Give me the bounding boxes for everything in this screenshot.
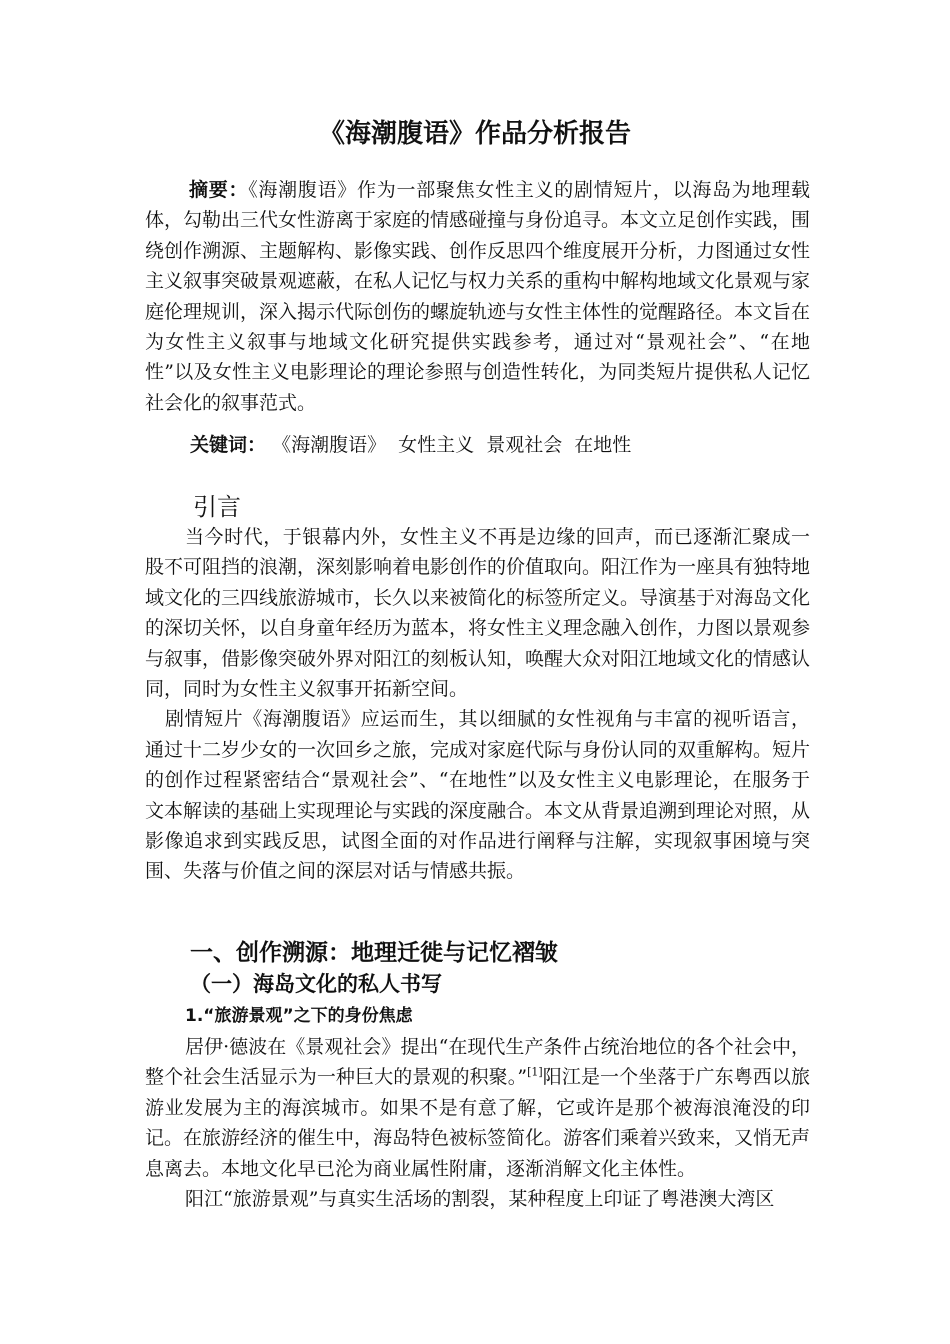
- citation-marker: [1]: [527, 1066, 543, 1080]
- keyword-item: 在地性: [574, 434, 632, 456]
- section1-paragraph-2: 阳江“旅游景观”与真实生活场的割裂，某种程度上印证了粤港澳大湾区: [185, 1188, 775, 1211]
- section1-paragraph-1-start: 居伊·德波在《景观社会》提出“在现代生产条件占统治地位的各个社会中，整个社会生活显示为一种巨大的景观的积聚。”: [145, 1036, 810, 1089]
- abstract-paragraph: [145, 175, 810, 418]
- subsection-heading: （一）海岛文化的私人书写: [190, 972, 442, 996]
- abstract-text: 《海潮腹语》作为一部聚焦女性主义的剧情短片，以海岛为地理载体，勾勒出三代女性游离于家庭的情感碰撞与身份追寻。本文立足创作实践，围绕创作溯源、主题解构、影像实践、创作反思四个维度展开分析，力图通过女性主义叙事突破景观遮蔽，在私人记忆与权力关系的重构中解构地域文化景观与家庭伦理规训，深入揭示代际创伤的螺旋轨迹与女性主体性的觉醒路径。本文旨在为女性主义叙事与地域文化研究提供实践参考，通过对“景观社会”、“在地性”以及女性主义电影理论的理论参照与创造性转化，为同类短片提供私人记忆社会化的叙事范式。: [145, 179, 811, 414]
- intro-heading: 引言: [193, 493, 241, 521]
- intro-block: [145, 522, 810, 887]
- subsubsection-heading: 1.“旅游景观”之下的身份焦虑: [185, 1006, 413, 1026]
- document-title: 《海潮腹语》作品分析报告: [318, 119, 631, 149]
- keywords-line: [190, 430, 810, 460]
- section1-paragraph-1-end: 阳江是一个坐落于广东粤西以旅游业发展为主的海滨城市。如果不是有意了解，它或许是那个被海浪淹没的印记。在旅游经济的催生中，海岛特色被标签简化。游客们乘着兴致来，又悄无声息离去。本地文化早已沦为商业属性附庸，逐渐消解文化主体性。: [145, 1066, 811, 1180]
- section1-paragraph-1: [145, 1032, 810, 1184]
- intro-paragraph-2: 剧情短片《海潮腹语》应运而生，其以细腻的女性视角与丰富的视听语言，通过十二岁少女的一次回乡之旅，完成对家庭代际与身份认同的双重解构。短片的创作过程紧密结合“景观社会”、“在地性”以及女性主义电影理论，在服务于文本解读的基础上实现理论与实践的深度融合。本文从背景追溯到理论对照，从影像追求到实践反思，试图全面的对作品进行阐释与注解，实现叙事困境与突围、失落与价值之间的深层对话与情感共振。: [145, 708, 811, 883]
- abstract-label: 摘要：: [189, 179, 249, 201]
- abstract-block: [145, 175, 810, 418]
- intro-paragraph-1: 当今时代，于银幕内外，女性主义不再是边缘的回声，而已逐渐汇聚成一股不可阻挡的浪潮，深刻影响着电影创作的价值取向。阳江作为一座具有独特地域文化的三四线旅游城市，长久以来被简化的标签所定义。导演基于对海岛文化的深切关怀，以自身童年经历为蓝本，将女性主义理念融入创作，力图以景观参与叙事，借影像突破外界对阳江的刻板认知，唤醒大众对阳江地域文化的情感认同，同时为女性主义叙事开拓新空间。: [145, 526, 811, 701]
- keyword-item: 《海潮腹语》: [272, 434, 387, 456]
- keywords-label: 关键词：: [190, 434, 267, 456]
- section1-body: [145, 1032, 810, 1214]
- keyword-item: 景观社会: [486, 434, 563, 456]
- keyword-item: 女性主义: [398, 434, 475, 456]
- section-heading: 一、创作溯源：地理迁徙与记忆褶皱: [190, 940, 558, 966]
